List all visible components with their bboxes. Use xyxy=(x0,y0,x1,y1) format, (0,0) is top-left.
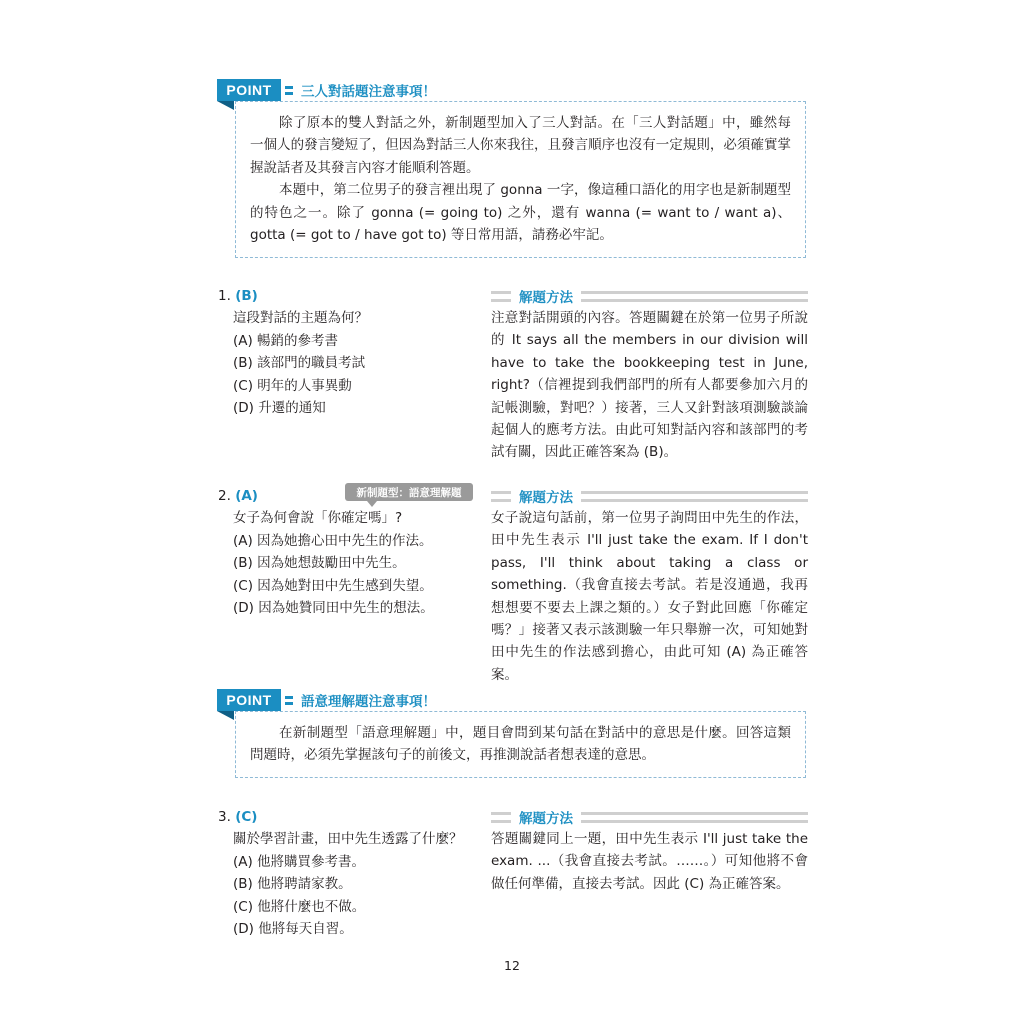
point-title: 三人對話題注意事項！ xyxy=(301,84,436,100)
point-paragraph: 本題中，第二位男子的發言裡出現了 gonna 一字，像這種口語化的用字也是新制題型的特色之一。除了 gonna (= going to) 之外，還有 wanna (= want to / want a)、gotta (= got to / have got to) 等日常用語，請務必牢記。 xyxy=(250,182,791,244)
option: (C) 因為她對田中先生感到失望。 xyxy=(233,577,433,594)
solution-2 xyxy=(491,485,808,686)
option: (A) 因為她擔心田中先生的作法。 xyxy=(233,532,433,549)
option: (A) 他將購買參考書。 xyxy=(233,853,366,870)
solution-title: 解題方法 xyxy=(519,290,573,306)
question-number: 1. xyxy=(218,288,231,304)
point-divider xyxy=(285,689,293,711)
solution-header xyxy=(491,806,808,828)
option: (B) 該部門的職員考試 xyxy=(233,355,366,372)
point-badge: POINT xyxy=(217,79,281,101)
answer-label: (C) xyxy=(235,809,258,825)
option: (D) 升遷的通知 xyxy=(233,400,326,417)
question-1 xyxy=(218,285,478,419)
point-header-2 xyxy=(217,689,436,711)
solution-text: 注意對話開頭的內容。答題關鍵在於第一位男子所說的 It says all the members in our division will have to take the bookkeeping test in June, right?（信裡提到我們部門的所有人都要參加六月的記帳測驗，對吧？）接著，三人又針對該項測驗談論起個人的應考方法。由此可知對話內容和該部門的考試有關，因此正確答案為 (B)。 xyxy=(491,310,808,461)
point-box-2 xyxy=(235,711,806,778)
solution-title: 解題方法 xyxy=(519,490,573,506)
new-question-type-tag: 新制題型：語意理解題 xyxy=(345,483,473,501)
solution-text: 女子說這句話前，第一位男子詢問田中先生的作法，田中先生表示 I'll just take the exam. If I don't pass, I'll think about taking a class or something.（我會直接去考試。若是沒通過，我再想想要不要去上課之類的。）女子對此回應「你確定嗎？」接著又表示該測驗一年只舉辦一次，可知她對田中先生的作法感到擔心，由此可知 (A) 為正確答案。 xyxy=(491,510,808,683)
question-number: 2. xyxy=(218,488,231,504)
question-text: 女子為何會說「你確定嗎」? xyxy=(233,510,403,527)
solution-title: 解題方法 xyxy=(519,811,573,827)
point-divider xyxy=(285,79,293,101)
question-text: 這段對話的主題為何？ xyxy=(233,310,368,327)
question-3 xyxy=(218,806,478,940)
answer-label: (B) xyxy=(235,288,258,304)
option: (C) 他將什麼也不做。 xyxy=(233,898,366,915)
question-2 xyxy=(218,485,478,619)
solution-header xyxy=(491,285,808,307)
option: (D) 因為她贊同田中先生的想法。 xyxy=(233,600,434,617)
question-text: 關於學習計畫，田中先生透露了什麼？ xyxy=(233,831,463,848)
option: (D) 他將每天自習。 xyxy=(233,921,353,938)
answer-label: (A) xyxy=(235,488,258,504)
point-title: 語意理解題注意事項！ xyxy=(301,694,436,710)
option: (B) 他將聘請家教。 xyxy=(233,876,352,893)
solution-3 xyxy=(491,806,808,895)
point-box-1 xyxy=(235,101,806,258)
option: (C) 明年的人事異動 xyxy=(233,377,352,394)
point-paragraph: 除了原本的雙人對話之外，新制題型加入了三人對話。在「三人對話題」中，雖然每一個人的發言變短了，但因為對話三人你來我往，且發言順序也沒有一定規則，必須確實掌握說話者及其發言內容才能順利答題。 xyxy=(250,115,791,176)
point-paragraph: 在新制題型「語意理解題」中，題目會問到某句話在對話中的意思是什麼。回答這類問題時，必須先掌握該句子的前後文，再推測說話者想表達的意思。 xyxy=(250,725,791,764)
solution-header xyxy=(491,485,808,507)
option: (B) 因為她想鼓勵田中先生。 xyxy=(233,555,406,572)
point-badge: POINT xyxy=(217,689,281,711)
solution-1 xyxy=(491,285,808,464)
point-header-1 xyxy=(217,79,436,101)
option: (A) 暢銷的參考書 xyxy=(233,332,339,349)
page-number: 12 xyxy=(504,958,520,973)
solution-text: 答題關鍵同上一題，田中先生表示 I'll just take the exam. ...（我會直接去考試。……。）可知他將不會做任何準備，直接去考試。因此 (C) 為正確答案。 xyxy=(491,831,808,892)
question-number: 3. xyxy=(218,809,231,825)
